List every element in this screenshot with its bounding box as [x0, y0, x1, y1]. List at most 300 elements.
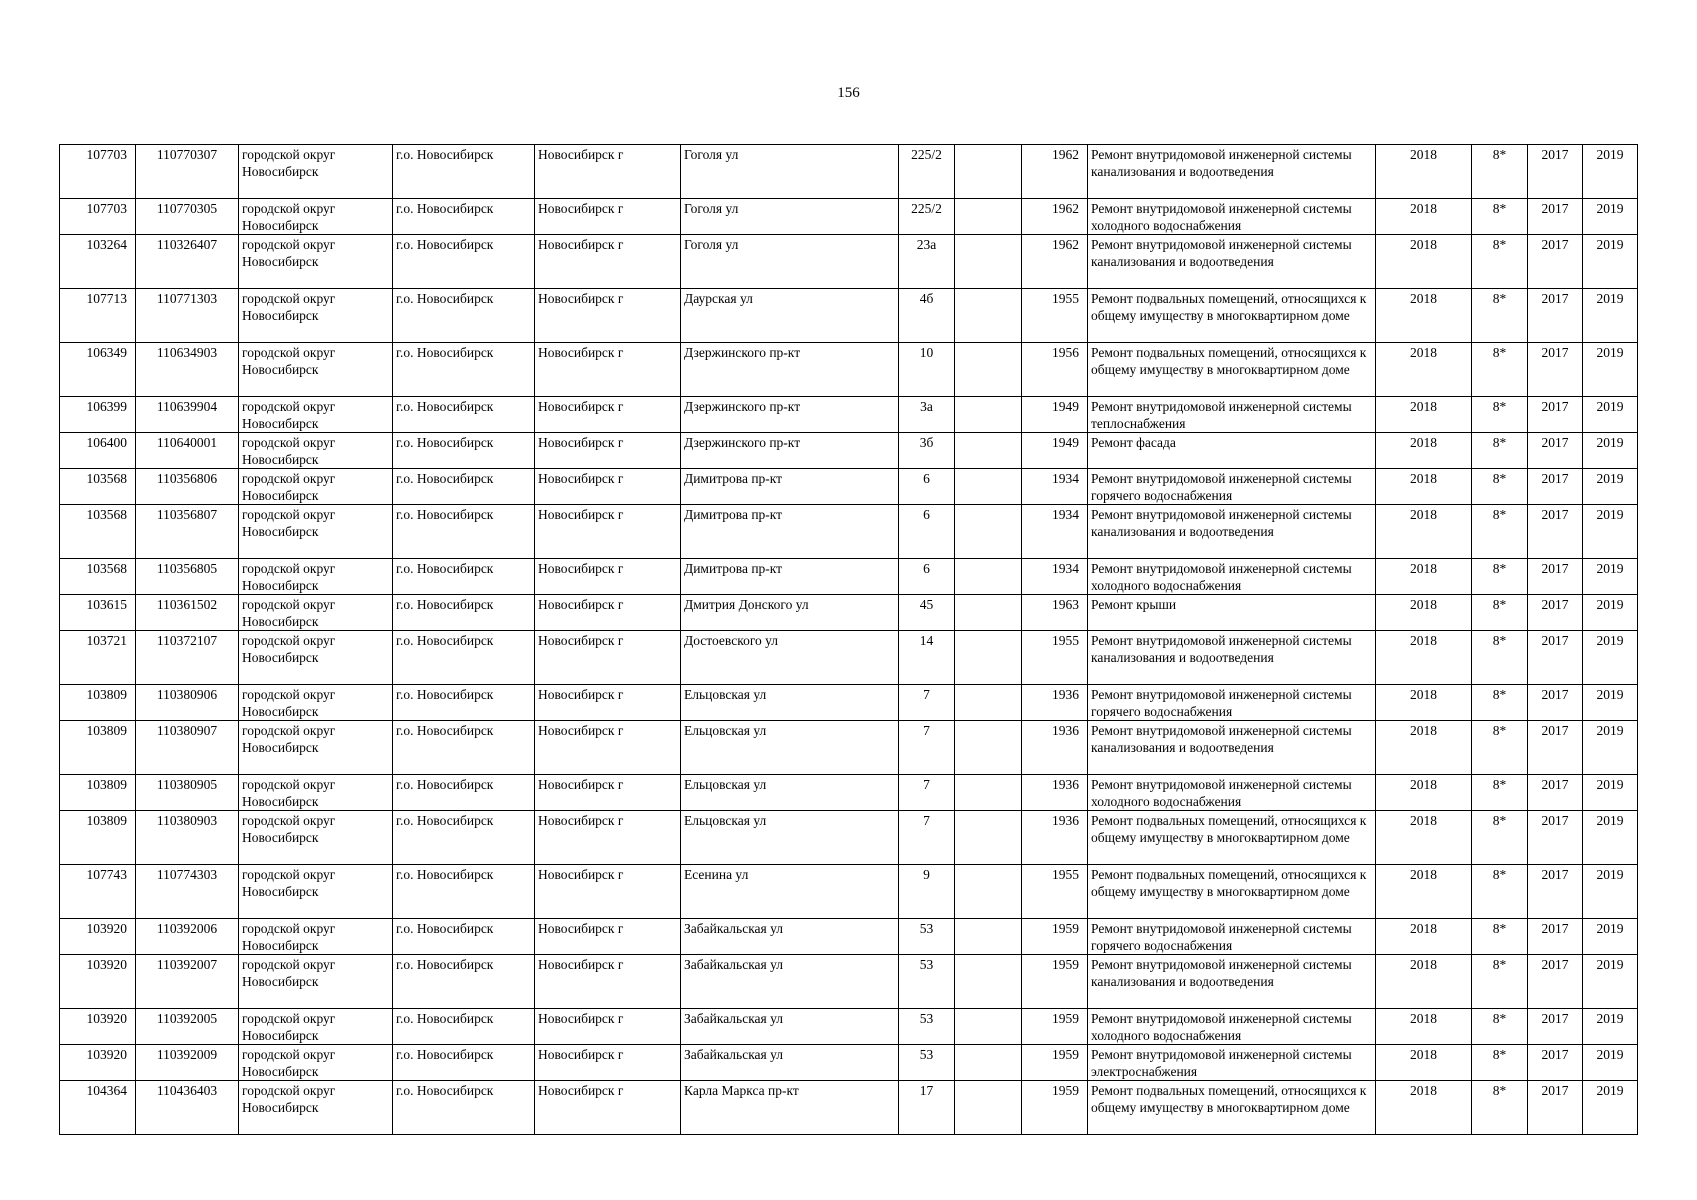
cell-start-year: 2017	[1528, 235, 1583, 289]
cell-plan-year: 2018	[1376, 775, 1472, 811]
cell-object-id: 103568	[60, 505, 136, 559]
cell-locality: Новосибирск г	[535, 559, 681, 595]
cell-work-type: Ремонт внутридомовой инженерной системы канализования и водоотведения	[1088, 505, 1376, 559]
cell-locality: Новосибирск г	[535, 595, 681, 631]
cell-municipality: г.о. Новосибирск	[393, 343, 535, 397]
cell-plan-year: 2018	[1376, 469, 1472, 505]
cell-mark: 8*	[1472, 1045, 1528, 1081]
cell-year-built: 1949	[1022, 433, 1088, 469]
cell-end-year: 2019	[1583, 505, 1638, 559]
cell-end-year: 2019	[1583, 775, 1638, 811]
cell-object-id: 107743	[60, 865, 136, 919]
cell-plan-year: 2018	[1376, 811, 1472, 865]
cell-house-number: 7	[899, 685, 955, 721]
table-row	[60, 721, 1638, 775]
cell-district: городской округ Новосибирск	[239, 595, 393, 631]
cell-work-code: 110392007	[136, 955, 239, 1009]
cell-end-year: 2019	[1583, 1081, 1638, 1135]
cell-end-year: 2019	[1583, 343, 1638, 397]
cell-building	[955, 433, 1022, 469]
cell-year-built: 1962	[1022, 145, 1088, 199]
cell-municipality: г.о. Новосибирск	[393, 235, 535, 289]
cell-work-type: Ремонт внутридомовой инженерной системы канализования и водоотведения	[1088, 955, 1376, 1009]
cell-year-built: 1959	[1022, 955, 1088, 1009]
cell-house-number: 53	[899, 1009, 955, 1045]
cell-work-code: 110634903	[136, 343, 239, 397]
cell-district: городской округ Новосибирск	[239, 919, 393, 955]
cell-object-id: 104364	[60, 1081, 136, 1135]
cell-district: городской округ Новосибирск	[239, 775, 393, 811]
cell-object-id: 103920	[60, 1045, 136, 1081]
cell-plan-year: 2018	[1376, 631, 1472, 685]
cell-year-built: 1934	[1022, 469, 1088, 505]
cell-locality: Новосибирск г	[535, 145, 681, 199]
cell-mark: 8*	[1472, 631, 1528, 685]
table-row	[60, 397, 1638, 433]
cell-district: городской округ Новосибирск	[239, 631, 393, 685]
cell-end-year: 2019	[1583, 397, 1638, 433]
cell-plan-year: 2018	[1376, 199, 1472, 235]
cell-end-year: 2019	[1583, 721, 1638, 775]
cell-work-code: 110356807	[136, 505, 239, 559]
cell-locality: Новосибирск г	[535, 919, 681, 955]
table-row	[60, 631, 1638, 685]
cell-locality: Новосибирск г	[535, 685, 681, 721]
cell-plan-year: 2018	[1376, 559, 1472, 595]
cell-mark: 8*	[1472, 775, 1528, 811]
cell-mark: 8*	[1472, 433, 1528, 469]
cell-district: городской округ Новосибирск	[239, 469, 393, 505]
table-row	[60, 289, 1638, 343]
cell-plan-year: 2018	[1376, 595, 1472, 631]
cell-work-type: Ремонт фасада	[1088, 433, 1376, 469]
cell-year-built: 1959	[1022, 1081, 1088, 1135]
cell-mark: 8*	[1472, 955, 1528, 1009]
cell-year-built: 1963	[1022, 595, 1088, 631]
cell-locality: Новосибирск г	[535, 397, 681, 433]
cell-municipality: г.о. Новосибирск	[393, 1081, 535, 1135]
cell-building	[955, 343, 1022, 397]
cell-mark: 8*	[1472, 1009, 1528, 1045]
cell-mark: 8*	[1472, 505, 1528, 559]
cell-mark: 8*	[1472, 595, 1528, 631]
cell-building	[955, 469, 1022, 505]
cell-work-code: 110326407	[136, 235, 239, 289]
cell-district: городской округ Новосибирск	[239, 721, 393, 775]
cell-start-year: 2017	[1528, 775, 1583, 811]
cell-district: городской округ Новосибирск	[239, 1045, 393, 1081]
cell-end-year: 2019	[1583, 685, 1638, 721]
table-row	[60, 865, 1638, 919]
cell-building	[955, 721, 1022, 775]
cell-street: Ельцовская ул	[681, 811, 899, 865]
cell-start-year: 2017	[1528, 631, 1583, 685]
cell-end-year: 2019	[1583, 631, 1638, 685]
cell-work-code: 110356805	[136, 559, 239, 595]
cell-house-number: 6	[899, 505, 955, 559]
cell-end-year: 2019	[1583, 235, 1638, 289]
cell-work-type: Ремонт подвальных помещений, относящихся к общему имуществу в многоквартирном доме	[1088, 1081, 1376, 1135]
cell-object-id: 103809	[60, 811, 136, 865]
cell-mark: 8*	[1472, 1081, 1528, 1135]
cell-street: Карла Маркса пр-кт	[681, 1081, 899, 1135]
cell-building	[955, 199, 1022, 235]
cell-building	[955, 919, 1022, 955]
cell-object-id: 103721	[60, 631, 136, 685]
cell-work-type: Ремонт внутридомовой инженерной системы холодного водоснабжения	[1088, 1009, 1376, 1045]
cell-building	[955, 955, 1022, 1009]
cell-work-code: 110392009	[136, 1045, 239, 1081]
cell-year-built: 1959	[1022, 1009, 1088, 1045]
cell-district: городской округ Новосибирск	[239, 397, 393, 433]
table-row	[60, 595, 1638, 631]
cell-mark: 8*	[1472, 721, 1528, 775]
cell-start-year: 2017	[1528, 343, 1583, 397]
cell-street: Забайкальская ул	[681, 919, 899, 955]
cell-work-type: Ремонт внутридомовой инженерной системы горячего водоснабжения	[1088, 685, 1376, 721]
cell-mark: 8*	[1472, 235, 1528, 289]
cell-street: Дзержинского пр-кт	[681, 343, 899, 397]
cell-house-number: 3а	[899, 397, 955, 433]
cell-locality: Новосибирск г	[535, 865, 681, 919]
cell-municipality: г.о. Новосибирск	[393, 865, 535, 919]
cell-start-year: 2017	[1528, 685, 1583, 721]
cell-work-code: 110380907	[136, 721, 239, 775]
cell-municipality: г.о. Новосибирск	[393, 685, 535, 721]
cell-work-type: Ремонт внутридомовой инженерной системы канализования и водоотведения	[1088, 235, 1376, 289]
cell-district: городской округ Новосибирск	[239, 1009, 393, 1045]
cell-building	[955, 289, 1022, 343]
cell-work-type: Ремонт внутридомовой инженерной системы холодного водоснабжения	[1088, 199, 1376, 235]
cell-year-built: 1949	[1022, 397, 1088, 433]
cell-start-year: 2017	[1528, 289, 1583, 343]
cell-municipality: г.о. Новосибирск	[393, 1045, 535, 1081]
cell-house-number: 7	[899, 721, 955, 775]
cell-start-year: 2017	[1528, 505, 1583, 559]
cell-work-code: 110380903	[136, 811, 239, 865]
cell-district: городской округ Новосибирск	[239, 559, 393, 595]
cell-work-type: Ремонт внутридомовой инженерной системы горячего водоснабжения	[1088, 919, 1376, 955]
cell-locality: Новосибирск г	[535, 721, 681, 775]
cell-plan-year: 2018	[1376, 955, 1472, 1009]
cell-district: городской округ Новосибирск	[239, 811, 393, 865]
cell-plan-year: 2018	[1376, 505, 1472, 559]
cell-plan-year: 2018	[1376, 685, 1472, 721]
cell-mark: 8*	[1472, 469, 1528, 505]
cell-plan-year: 2018	[1376, 1045, 1472, 1081]
cell-object-id: 103264	[60, 235, 136, 289]
cell-building	[955, 235, 1022, 289]
cell-locality: Новосибирск г	[535, 775, 681, 811]
cell-end-year: 2019	[1583, 289, 1638, 343]
cell-work-type: Ремонт крыши	[1088, 595, 1376, 631]
table-row	[60, 235, 1638, 289]
cell-plan-year: 2018	[1376, 145, 1472, 199]
capital-repair-table	[59, 144, 1638, 1135]
cell-building	[955, 505, 1022, 559]
cell-start-year: 2017	[1528, 865, 1583, 919]
cell-district: городской округ Новосибирск	[239, 685, 393, 721]
cell-year-built: 1934	[1022, 559, 1088, 595]
cell-street: Забайкальская ул	[681, 1045, 899, 1081]
cell-house-number: 7	[899, 775, 955, 811]
cell-object-id: 107703	[60, 199, 136, 235]
cell-district: городской округ Новосибирск	[239, 865, 393, 919]
cell-work-code: 110372107	[136, 631, 239, 685]
cell-work-type: Ремонт внутридомовой инженерной системы электроснабжения	[1088, 1045, 1376, 1081]
cell-municipality: г.о. Новосибирск	[393, 397, 535, 433]
cell-year-built: 1959	[1022, 919, 1088, 955]
cell-object-id: 103568	[60, 559, 136, 595]
cell-year-built: 1955	[1022, 865, 1088, 919]
cell-object-id: 107703	[60, 145, 136, 199]
cell-house-number: 225/2	[899, 145, 955, 199]
cell-municipality: г.о. Новосибирск	[393, 919, 535, 955]
cell-building	[955, 145, 1022, 199]
cell-start-year: 2017	[1528, 811, 1583, 865]
cell-house-number: 6	[899, 559, 955, 595]
cell-end-year: 2019	[1583, 811, 1638, 865]
cell-object-id: 103809	[60, 775, 136, 811]
cell-start-year: 2017	[1528, 145, 1583, 199]
cell-street: Забайкальская ул	[681, 955, 899, 1009]
cell-house-number: 6	[899, 469, 955, 505]
cell-building	[955, 559, 1022, 595]
cell-work-code: 110639904	[136, 397, 239, 433]
cell-start-year: 2017	[1528, 919, 1583, 955]
cell-year-built: 1959	[1022, 1045, 1088, 1081]
cell-work-type: Ремонт внутридомовой инженерной системы канализования и водоотведения	[1088, 721, 1376, 775]
cell-mark: 8*	[1472, 397, 1528, 433]
cell-municipality: г.о. Новосибирск	[393, 595, 535, 631]
cell-end-year: 2019	[1583, 1045, 1638, 1081]
cell-object-id: 103920	[60, 955, 136, 1009]
table-row	[60, 811, 1638, 865]
cell-mark: 8*	[1472, 559, 1528, 595]
cell-work-code: 110392005	[136, 1009, 239, 1045]
cell-municipality: г.о. Новосибирск	[393, 469, 535, 505]
cell-work-code: 110771303	[136, 289, 239, 343]
cell-end-year: 2019	[1583, 955, 1638, 1009]
cell-end-year: 2019	[1583, 145, 1638, 199]
cell-street: Дзержинского пр-кт	[681, 433, 899, 469]
cell-work-code: 110774303	[136, 865, 239, 919]
cell-building	[955, 1081, 1022, 1135]
cell-plan-year: 2018	[1376, 433, 1472, 469]
cell-start-year: 2017	[1528, 721, 1583, 775]
cell-plan-year: 2018	[1376, 343, 1472, 397]
cell-work-type: Ремонт подвальных помещений, относящихся к общему имуществу в многоквартирном доме	[1088, 289, 1376, 343]
cell-mark: 8*	[1472, 343, 1528, 397]
cell-end-year: 2019	[1583, 595, 1638, 631]
cell-municipality: г.о. Новосибирск	[393, 811, 535, 865]
table-row	[60, 955, 1638, 1009]
cell-district: городской округ Новосибирск	[239, 1081, 393, 1135]
cell-work-type: Ремонт внутридомовой инженерной системы холодного водоснабжения	[1088, 775, 1376, 811]
cell-house-number: 3б	[899, 433, 955, 469]
cell-start-year: 2017	[1528, 1045, 1583, 1081]
cell-mark: 8*	[1472, 199, 1528, 235]
cell-mark: 8*	[1472, 685, 1528, 721]
cell-mark: 8*	[1472, 865, 1528, 919]
cell-municipality: г.о. Новосибирск	[393, 1009, 535, 1045]
cell-year-built: 1936	[1022, 721, 1088, 775]
cell-plan-year: 2018	[1376, 1009, 1472, 1045]
cell-municipality: г.о. Новосибирск	[393, 775, 535, 811]
cell-year-built: 1962	[1022, 199, 1088, 235]
cell-work-type: Ремонт подвальных помещений, относящихся к общему имуществу в многоквартирном доме	[1088, 811, 1376, 865]
cell-work-code: 110380905	[136, 775, 239, 811]
cell-street: Есенина ул	[681, 865, 899, 919]
cell-object-id: 103568	[60, 469, 136, 505]
cell-district: городской округ Новосибирск	[239, 433, 393, 469]
cell-locality: Новосибирск г	[535, 1009, 681, 1045]
cell-plan-year: 2018	[1376, 721, 1472, 775]
cell-mark: 8*	[1472, 145, 1528, 199]
cell-municipality: г.о. Новосибирск	[393, 199, 535, 235]
page-number: 156	[837, 85, 860, 101]
cell-work-code: 110356806	[136, 469, 239, 505]
table-row	[60, 559, 1638, 595]
cell-object-id: 103920	[60, 919, 136, 955]
cell-street: Дзержинского пр-кт	[681, 397, 899, 433]
cell-locality: Новосибирск г	[535, 289, 681, 343]
cell-municipality: г.о. Новосибирск	[393, 631, 535, 685]
cell-work-type: Ремонт подвальных помещений, относящихся к общему имуществу в многоквартирном доме	[1088, 865, 1376, 919]
cell-mark: 8*	[1472, 811, 1528, 865]
cell-year-built: 1936	[1022, 775, 1088, 811]
table-row	[60, 433, 1638, 469]
cell-start-year: 2017	[1528, 1009, 1583, 1045]
table-row	[60, 685, 1638, 721]
cell-start-year: 2017	[1528, 397, 1583, 433]
table-row	[60, 505, 1638, 559]
cell-plan-year: 2018	[1376, 919, 1472, 955]
cell-street: Димитрова пр-кт	[681, 469, 899, 505]
cell-locality: Новосибирск г	[535, 1081, 681, 1135]
cell-end-year: 2019	[1583, 865, 1638, 919]
cell-object-id: 106399	[60, 397, 136, 433]
table-row	[60, 469, 1638, 505]
cell-work-code: 110436403	[136, 1081, 239, 1135]
table-row	[60, 919, 1638, 955]
table-row	[60, 343, 1638, 397]
cell-end-year: 2019	[1583, 919, 1638, 955]
cell-municipality: г.о. Новосибирск	[393, 145, 535, 199]
cell-object-id: 103920	[60, 1009, 136, 1045]
cell-work-type: Ремонт внутридомовой инженерной системы канализования и водоотведения	[1088, 631, 1376, 685]
cell-start-year: 2017	[1528, 469, 1583, 505]
cell-work-type: Ремонт внутридомовой инженерной системы холодного водоснабжения	[1088, 559, 1376, 595]
cell-building	[955, 865, 1022, 919]
cell-municipality: г.о. Новосибирск	[393, 289, 535, 343]
cell-street: Достоевского ул	[681, 631, 899, 685]
cell-house-number: 4б	[899, 289, 955, 343]
cell-plan-year: 2018	[1376, 865, 1472, 919]
cell-street: Гоголя ул	[681, 235, 899, 289]
cell-building	[955, 1009, 1022, 1045]
table-body	[60, 145, 1638, 1135]
cell-mark: 8*	[1472, 919, 1528, 955]
table-row	[60, 199, 1638, 235]
cell-house-number: 23а	[899, 235, 955, 289]
cell-house-number: 9	[899, 865, 955, 919]
cell-work-code: 110770307	[136, 145, 239, 199]
cell-year-built: 1955	[1022, 631, 1088, 685]
table-row	[60, 775, 1638, 811]
cell-building	[955, 775, 1022, 811]
cell-street: Гоголя ул	[681, 145, 899, 199]
cell-municipality: г.о. Новосибирск	[393, 505, 535, 559]
cell-district: городской округ Новосибирск	[239, 343, 393, 397]
cell-locality: Новосибирск г	[535, 469, 681, 505]
cell-start-year: 2017	[1528, 199, 1583, 235]
cell-municipality: г.о. Новосибирск	[393, 433, 535, 469]
cell-end-year: 2019	[1583, 199, 1638, 235]
cell-start-year: 2017	[1528, 955, 1583, 1009]
cell-locality: Новосибирск г	[535, 631, 681, 685]
cell-district: городской округ Новосибирск	[239, 145, 393, 199]
cell-street: Даурская ул	[681, 289, 899, 343]
cell-street: Ельцовская ул	[681, 721, 899, 775]
cell-start-year: 2017	[1528, 433, 1583, 469]
cell-building	[955, 685, 1022, 721]
cell-locality: Новосибирск г	[535, 199, 681, 235]
cell-locality: Новосибирск г	[535, 1045, 681, 1081]
cell-district: городской округ Новосибирск	[239, 955, 393, 1009]
cell-locality: Новосибирск г	[535, 505, 681, 559]
cell-house-number: 53	[899, 955, 955, 1009]
cell-plan-year: 2018	[1376, 1081, 1472, 1135]
cell-end-year: 2019	[1583, 1009, 1638, 1045]
cell-object-id: 107713	[60, 289, 136, 343]
cell-locality: Новосибирск г	[535, 235, 681, 289]
cell-work-type: Ремонт подвальных помещений, относящихся к общему имуществу в многоквартирном доме	[1088, 343, 1376, 397]
table-row	[60, 145, 1638, 199]
cell-end-year: 2019	[1583, 469, 1638, 505]
cell-locality: Новосибирск г	[535, 811, 681, 865]
cell-street: Ельцовская ул	[681, 775, 899, 811]
cell-start-year: 2017	[1528, 595, 1583, 631]
cell-locality: Новосибирск г	[535, 343, 681, 397]
cell-building	[955, 631, 1022, 685]
cell-object-id: 106349	[60, 343, 136, 397]
cell-building	[955, 1045, 1022, 1081]
cell-district: городской округ Новосибирск	[239, 289, 393, 343]
cell-street: Забайкальская ул	[681, 1009, 899, 1045]
cell-street: Димитрова пр-кт	[681, 505, 899, 559]
cell-end-year: 2019	[1583, 559, 1638, 595]
cell-district: городской округ Новосибирск	[239, 505, 393, 559]
cell-plan-year: 2018	[1376, 235, 1472, 289]
cell-house-number: 10	[899, 343, 955, 397]
cell-district: городской округ Новосибирск	[239, 235, 393, 289]
cell-building	[955, 811, 1022, 865]
cell-municipality: г.о. Новосибирск	[393, 559, 535, 595]
cell-start-year: 2017	[1528, 1081, 1583, 1135]
cell-street: Дмитрия Донского ул	[681, 595, 899, 631]
cell-year-built: 1934	[1022, 505, 1088, 559]
cell-object-id: 103809	[60, 685, 136, 721]
cell-district: городской округ Новосибирск	[239, 199, 393, 235]
cell-work-type: Ремонт внутридомовой инженерной системы горячего водоснабжения	[1088, 469, 1376, 505]
cell-object-id: 106400	[60, 433, 136, 469]
cell-building	[955, 595, 1022, 631]
cell-end-year: 2019	[1583, 433, 1638, 469]
cell-year-built: 1955	[1022, 289, 1088, 343]
cell-street: Димитрова пр-кт	[681, 559, 899, 595]
table-container	[59, 144, 1638, 1135]
